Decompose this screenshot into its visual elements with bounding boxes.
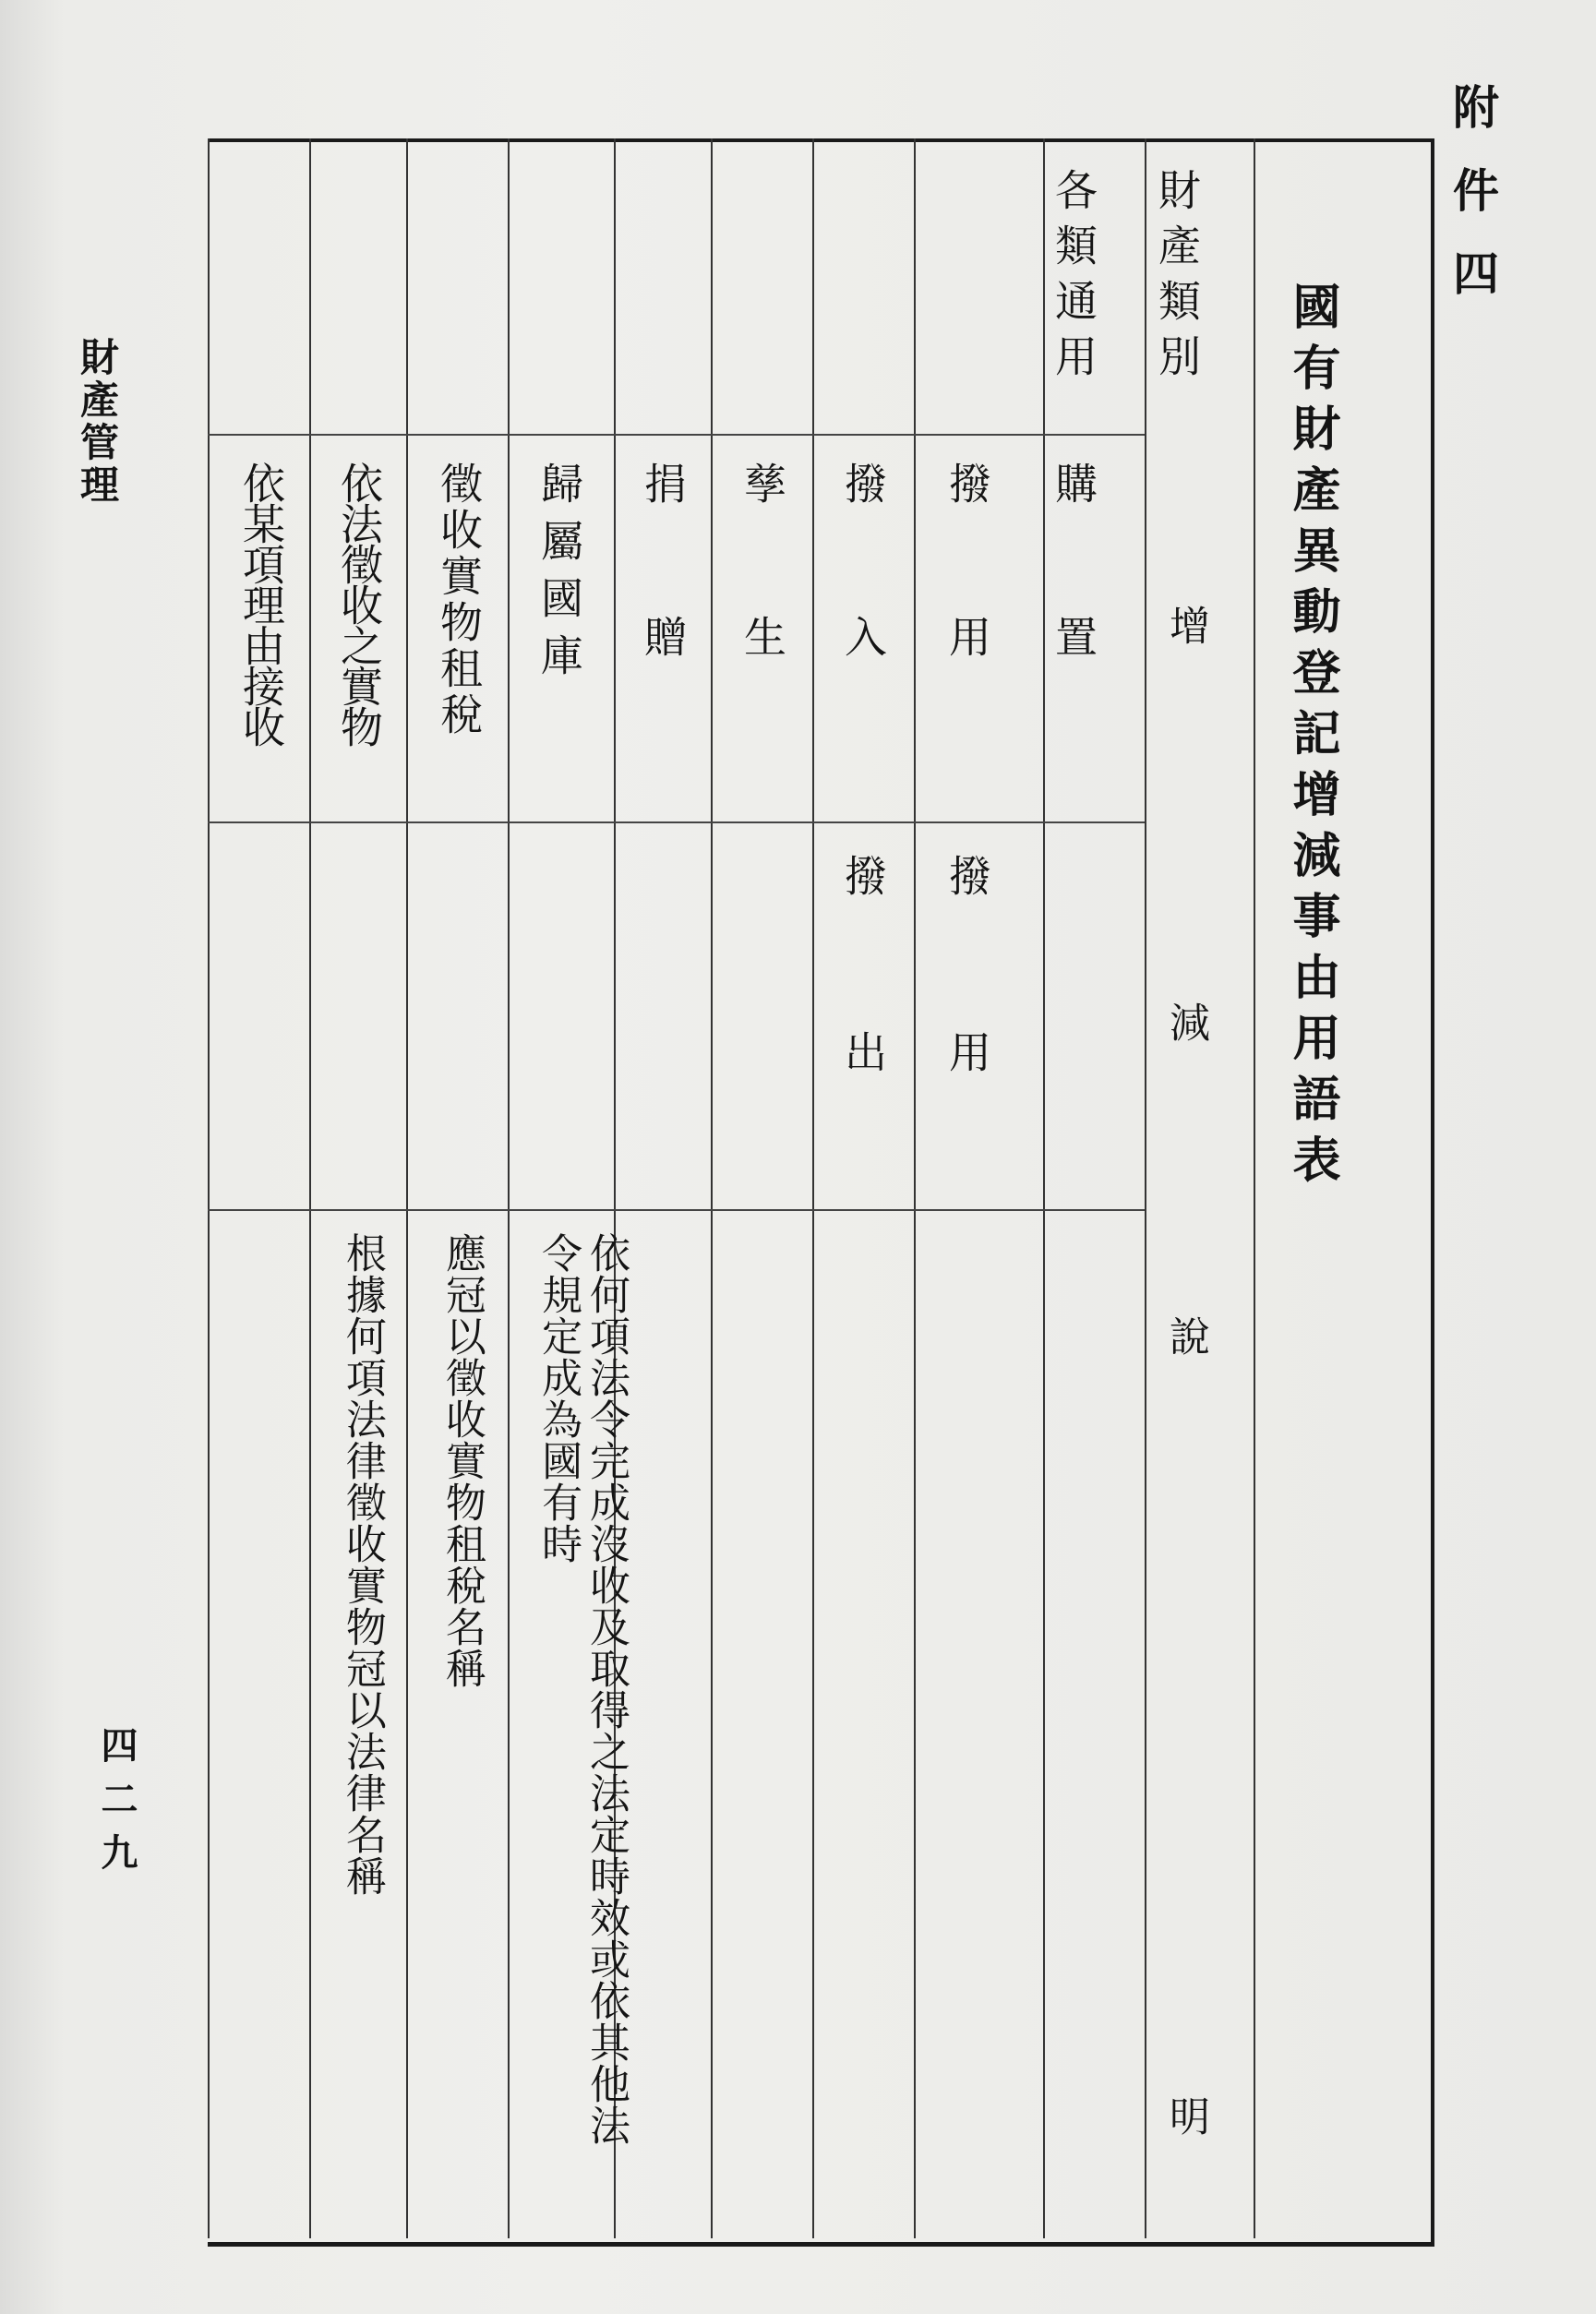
running-head: 財產管理	[75, 337, 120, 507]
increase-term: 依法徵收之實物	[334, 462, 384, 746]
header-increase: 增	[1162, 605, 1209, 645]
increase-term: 撥用	[942, 462, 992, 768]
table-title: 國有財產異動登記增減事由用語表	[1284, 282, 1340, 1195]
column-rule	[914, 138, 916, 2238]
description-cell: 應冠以徵收實物租稅名稱	[438, 1232, 486, 1689]
category-cell: 各類通用	[1049, 168, 1098, 390]
page-number: 四二九	[95, 1726, 138, 1887]
header-decrease: 減	[1162, 1001, 1209, 1042]
column-rule	[508, 138, 510, 2238]
header-description-1: 說	[1162, 1315, 1209, 1356]
title-column-rule	[1254, 138, 1255, 2238]
description-cell: 依何項法令完成沒收及取得之法定時效或依其他法令規定成為國有時	[534, 1232, 630, 2146]
appendix-label: 附件四	[1446, 83, 1500, 332]
increase-term: 捐贈	[638, 462, 688, 768]
decrease-rule	[208, 1209, 1145, 1211]
column-rule	[208, 138, 210, 2238]
increase-term: 購置	[1049, 462, 1098, 768]
column-rule	[309, 138, 311, 2238]
increase-term: 歸屬國庫	[534, 462, 584, 690]
increase-rule	[208, 821, 1145, 823]
increase-term: 撥入	[838, 462, 888, 768]
header-column-rule	[1145, 138, 1146, 2238]
description-cell: 根據何項法律徵收實物冠以法律名稱	[338, 1232, 386, 1897]
column-rule	[812, 138, 814, 2238]
header-category: 財產類別	[1152, 168, 1202, 390]
increase-term: 徵收實物租稅	[434, 462, 484, 738]
column-rule	[711, 138, 713, 2238]
decrease-term: 撥出	[838, 854, 888, 1206]
decrease-term: 撥用	[942, 854, 992, 1206]
column-rule	[406, 138, 408, 2238]
category-column-rule	[1043, 138, 1045, 2238]
header-description-2: 明	[1162, 2095, 1209, 2136]
category-rule	[208, 434, 1145, 436]
increase-term: 孳生	[738, 462, 787, 768]
increase-term: 依某項理由接收	[236, 462, 286, 746]
table-frame	[208, 138, 1434, 2247]
